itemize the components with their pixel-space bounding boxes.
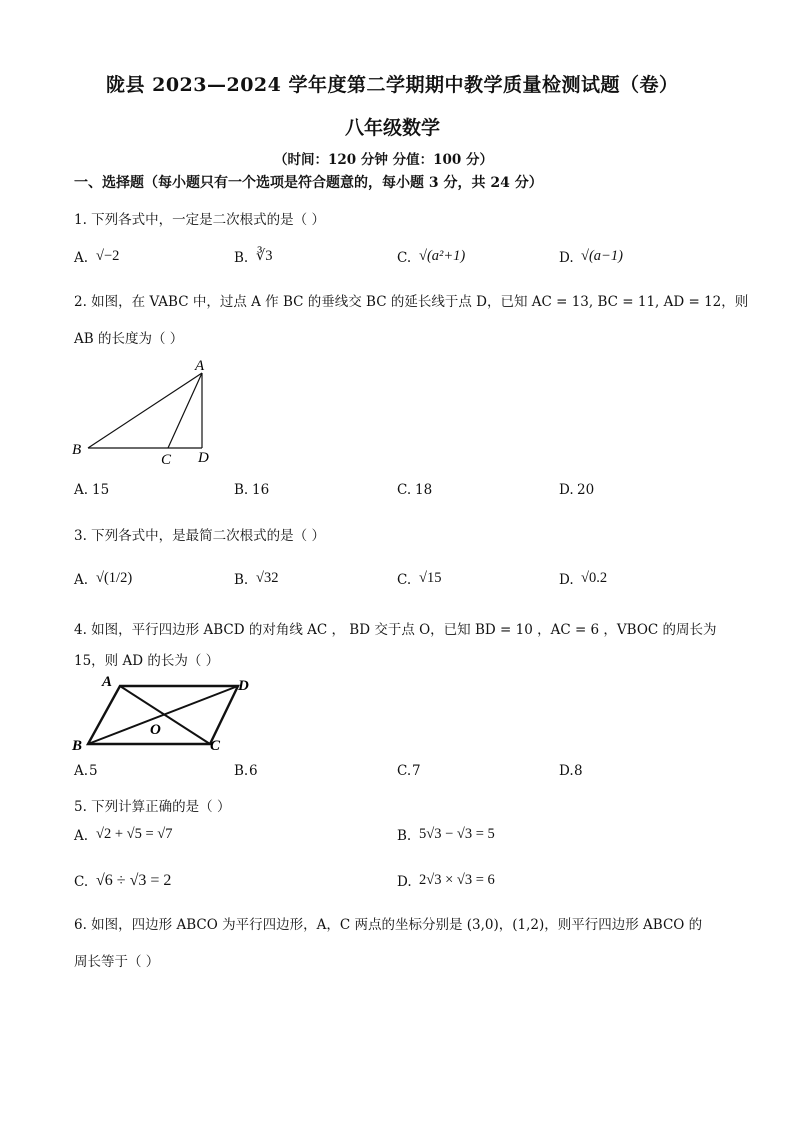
fig4-label-c: C [210,738,221,754]
q5-option-c-expr: √6 ÷ √3 = 2 [96,872,172,889]
q5-option-a-letter: A. [74,828,89,844]
q5-option-d-expr: 2√3 × √3 = 6 [419,872,495,888]
q3-option-d-letter: D. [559,572,574,588]
q2-option-d-value: 20 [577,482,595,498]
fig4-label-b: B [72,738,83,754]
q3-option-c-letter: C. [397,572,412,588]
question-3-stem: 3. 下列各式中，是最简二次根式的是（ ） [74,528,325,544]
question-1-stem: 1. 下列各式中，一定是二次根式的是（ ） [74,212,325,228]
q5-option-a-expr: √2 + √5 = √7 [96,826,173,842]
q1-option-a-expr: √−2 [96,248,120,264]
q1-option-d-letter: D. [559,250,574,266]
fig2-label-a: A [195,358,205,374]
q1-option-c-letter: C. [397,250,412,266]
triangle-figure [66,355,226,470]
q2-option-a-letter: A. [74,482,89,498]
question-5-stem: 5. 下列计算正确的是（ ） [74,799,231,815]
q4-option-d-value: 8 [574,763,583,779]
q5-option-b-expr: 5√3 − √3 = 5 [419,826,495,842]
q3-option-d-expr: √0.2 [581,570,608,586]
exam-title: 陇县 2023—2024 学年度第二学期期中教学质量检测试题（卷） [106,74,679,96]
fig2-label-c: C [161,452,172,468]
q4-option-a-value: 5 [89,763,98,779]
q2-option-b-value: 16 [252,482,270,498]
fig4-label-o: O [150,722,161,738]
fig4-label-d: D [238,678,249,694]
q1-option-b-letter: B. [234,250,249,266]
q2-option-c-letter: C. [397,482,412,498]
q4-option-c-letter: C. [397,763,412,779]
q1-option-a-letter: A. [74,250,89,266]
question-6-stem-line1: 6. 如图，四边形 ABCO 为平行四边形，A，C 两点的坐标分别是 (3,0)，(1,2)，则平行四边形 ABCO 的 [74,917,703,933]
q1-option-d-expr: √(a−1) [581,248,623,264]
q3-option-b-expr: √32 [256,570,279,586]
q3-option-a-letter: A. [74,572,89,588]
q3-option-c-expr: √15 [419,570,442,586]
question-2-stem-line2: AB 的长度为（ ） [74,331,184,347]
q4-option-a-letter: A. [74,763,89,779]
q2-option-a-value: 15 [92,482,110,498]
fig2-label-b: B [72,442,82,458]
q2-option-d-letter: D. [559,482,574,498]
q4-option-d-letter: D. [559,763,574,779]
question-4-stem-line2: 15，则 AD 的长为（ ） [74,653,220,669]
q2-option-c-value: 18 [415,482,433,498]
exam-info: （时间：120 分钟 分值：100 分） [274,152,493,168]
q1-option-c-expr: √(a²+1) [419,248,466,264]
exam-subtitle: 八年级数学 [345,117,441,139]
q5-option-b-letter: B. [397,828,412,844]
question-2-stem-line1: 2. 如图，在 VABC 中，过点 A 作 BC 的垂线交 BC 的延长线于点 D，已知 AC = 13, BC = 11, AD = 12，则 [74,294,749,310]
parallelogram-figure [66,670,266,758]
q4-option-b-value: 6 [249,763,258,779]
question-4-stem-line1: 4. 如图，平行四边形 ABCD 的对角线 AC ， BD 交于点 O，已知 BD = 10 ，AC = 6 ，VBOC 的周长为 [74,622,717,638]
q5-option-c-letter: C. [74,874,89,890]
q1-option-b-expr: ∛3 [256,248,273,264]
fig4-label-a: A [102,674,113,690]
q3-option-b-letter: B. [234,572,249,588]
question-6-stem-line2: 周长等于（ ） [74,954,160,970]
q4-option-b-letter: B. [234,763,249,779]
q5-option-d-letter: D. [397,874,412,890]
q2-option-b-letter: B. [234,482,249,498]
q3-option-a-expr: √(1/2) [96,570,133,586]
q4-option-c-value: 7 [412,763,421,779]
fig2-label-d: D [198,450,209,466]
section-heading: 一、选择题（每小题只有一个选项是符合题意的，每小题 3 分，共 24 分） [74,175,543,191]
